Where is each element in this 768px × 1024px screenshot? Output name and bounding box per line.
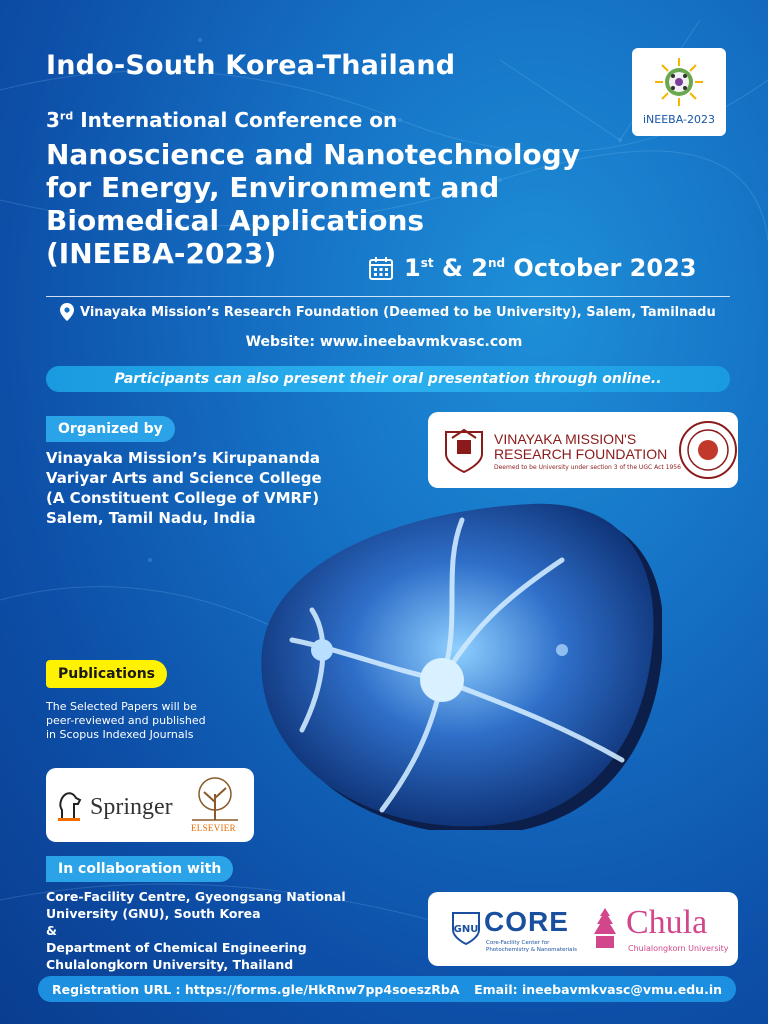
publications-tag: Publications	[46, 660, 167, 688]
conference-ordinal-line	[46, 108, 397, 132]
collab-line-5: Chulalongkorn University, Thailand	[46, 957, 294, 972]
collab-line-1: Core-Facility Centre, Gyeongsang National	[46, 889, 346, 904]
organized-by-tag: Organized by	[46, 416, 175, 442]
logo-caption: iNEEBA-2023	[643, 113, 715, 126]
vmrf-emblem-icon	[442, 426, 486, 474]
calendar-icon	[368, 255, 394, 281]
conference-logo-icon	[649, 54, 709, 110]
vmkvasc-seal-icon	[678, 420, 738, 480]
core-subtitle-line-1: Core-Facility Center for	[486, 940, 550, 946]
organizer-line-2: Variyar Arts and Science College	[46, 469, 322, 487]
organizer-line-1: Vinayaka Mission’s Kirupananda	[46, 449, 320, 467]
date-day-1: 1	[404, 254, 421, 282]
organizer-line-4: Salem, Tamil Nadu, India	[46, 509, 256, 527]
organizer-line-3: (A Constituent College of VMRF)	[46, 489, 320, 507]
gnu-emblem-icon	[450, 910, 482, 946]
springer-horse-icon	[56, 790, 84, 822]
title-line-1: Nanoscience and Nanotechnology	[46, 138, 580, 171]
svg-text:GNU: GNU	[453, 924, 479, 935]
collab-line-2: University (GNU), South Korea	[46, 906, 261, 921]
core-wordmark: CORE	[484, 906, 569, 937]
title-line-2: for Energy, Environment and	[46, 171, 500, 204]
chula-subtitle: Chulalongkorn University	[628, 944, 729, 953]
title-line-3: Biomedical Applications	[46, 204, 425, 237]
date-day-2: & 2	[433, 254, 488, 282]
contact-email[interactable]: Email: ineebavmkvasc@vmu.edu.in	[474, 981, 722, 997]
date-day-1-suffix: st	[420, 256, 434, 270]
venue-text: Vinayaka Mission’s Research Foundation (Deemed to be University), Salem, Tamilnadu	[80, 304, 716, 320]
collab-line-3: &	[46, 923, 57, 938]
date-text	[404, 254, 696, 282]
ordinal-suffix: rd	[59, 109, 74, 123]
location-pin-icon	[60, 303, 74, 321]
date-month-year: October 2023	[505, 254, 697, 282]
springer-wordmark: Springer	[90, 794, 173, 820]
elsevier-wordmark: ELSEVIER	[191, 823, 236, 833]
vmrf-logo	[428, 412, 738, 488]
collab-line-4: Department of Chemical Engineering	[46, 940, 307, 955]
vmrf-name	[494, 432, 667, 462]
top-title: Indo-South Korea-Thailand	[46, 50, 456, 81]
date-day-2-suffix: nd	[487, 256, 506, 270]
publishers-logo	[46, 768, 254, 842]
core-subtitle-line-2: Photochemistry & Nanomaterials	[486, 947, 577, 953]
partner-logos	[428, 892, 738, 966]
vmrf-subtitle: Deemed to be University under section 3 of the UGC Act 1956	[494, 464, 681, 471]
elsevier-tree-icon	[188, 776, 242, 822]
collaboration-text	[46, 888, 426, 973]
conference-title	[46, 138, 646, 270]
conference-logo	[632, 48, 726, 136]
conference-on-text: International Conference on	[73, 108, 398, 132]
core-subtitle	[486, 940, 577, 954]
chula-wordmark: Chula	[626, 904, 708, 941]
chula-emblem-icon	[588, 906, 622, 952]
ordinal-number: 3	[46, 108, 60, 132]
divider	[46, 296, 730, 297]
footer-bar	[38, 976, 736, 1002]
vmrf-name-line-2: RESEARCH FOUNDATION	[494, 446, 668, 462]
title-line-4: (INEEBA-2023)	[46, 237, 277, 270]
collaboration-tag: In collaboration with	[46, 856, 233, 882]
neuron-image	[232, 500, 662, 830]
vmrf-name-line-1: VINAYAKA MISSION'S	[494, 431, 637, 447]
event-date	[368, 254, 696, 282]
publications-text: The Selected Papers will be peer-reviewed and published in Scopus Indexed Journals	[46, 700, 206, 741]
online-presentation-banner: Participants can also present their oral presentation through online..	[46, 366, 730, 392]
venue	[60, 303, 716, 321]
registration-url[interactable]: Registration URL : https://forms.gle/HkRnw7pp4soeszRbA	[52, 981, 460, 997]
website-link[interactable]: Website: www.ineebavmkvasc.com	[245, 334, 523, 350]
